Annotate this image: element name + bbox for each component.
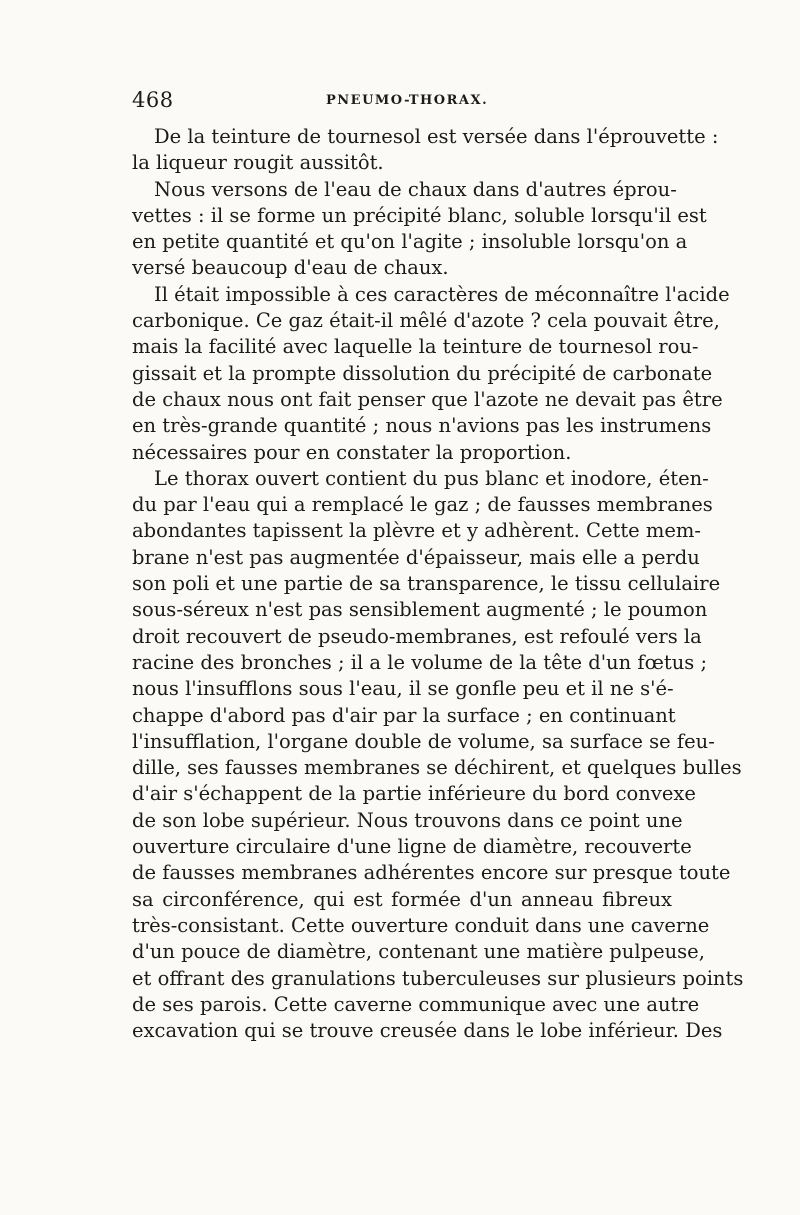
text-line: en très-grande quantité ; nous n'avions pas les instrumens [132, 414, 712, 438]
text-line: De la teinture de tournesol est versée dans l'éprouvette : [154, 125, 719, 148]
text-line: abondantes tapissent la plèvre et y adhèrent. Cette mem- [132, 519, 702, 543]
text-line: nécessaires pour en constater la proportion. [132, 440, 572, 464]
text-line: de son lobe supérieur. Nous trouvons dans ce point une [132, 808, 683, 832]
text-line: sous-séreux n'est pas sensiblement augmenté ; le poumon [132, 598, 708, 622]
text-line: carbonique. Ce gaz était-il mêlé d'azote ? cela pouvait être, [132, 309, 720, 333]
text-line: Le thorax ouvert contient du pus blanc et inodore, éten- [154, 466, 709, 490]
text-line: en petite quantité et qu'on l'agite ; insoluble lorsqu'on a [132, 230, 688, 254]
text-line: gissait et la prompte dissolution du précipité de carbonate [132, 361, 713, 385]
page-number: 468 [132, 88, 174, 112]
text-line: très-consistant. Cette ouverture conduit dans une caverne [132, 913, 710, 937]
text-line: dille, ses fausses membranes se déchirent, et quelques bulles [132, 756, 742, 780]
text-line: et offrant des granulations tuberculeuses sur plusieurs points [132, 966, 744, 990]
page-body [132, 124, 744, 1084]
page-header [132, 88, 672, 122]
text-line: Nous versons de l'eau de chaux dans d'autres éprou- [154, 177, 677, 201]
text-line: droit recouvert de pseudo-membranes, est refoulé vers la [132, 624, 702, 648]
text-line: ouverture circulaire d'une ligne de diamètre, recouverte [132, 835, 692, 859]
text-line: versé beaucoup d'eau de chaux. [132, 256, 449, 280]
text-line: l'insufflation, l'organe double de volume, sa surface se feu- [132, 729, 715, 753]
text-line: sa circonférence, qui est formée d'un anneau fibreux [132, 887, 672, 911]
text-line: de fausses membranes adhérentes encore sur presque toute [132, 861, 731, 885]
text-line: de ses parois. Cette caverne communique avec une autre [132, 992, 700, 1016]
text-line: de chaux nous ont fait penser que l'azote ne devait pas être [132, 387, 723, 411]
text-line: brane n'est pas augmentée d'épaisseur, mais elle a perdu [132, 545, 700, 569]
text-line: son poli et une partie de sa transparence, le tissu cellulaire [132, 572, 721, 596]
text-line: nous l'insufflons sous l'eau, il se gonfle peu et il ne s'é- [132, 677, 674, 701]
text-line: Il était impossible à ces caractères de méconnaître l'acide [154, 282, 730, 306]
text-line: mais la facilité avec laquelle la teinture de tournesol rou- [132, 335, 699, 359]
text-line: d'air s'échappent de la partie inférieure du bord convexe [132, 782, 696, 806]
text-line: excavation qui se trouve creusée dans le lobe inférieur. Des [132, 1019, 723, 1043]
text-line: racine des bronches ; il a le volume de la tête d'un fœtus ; [132, 650, 708, 674]
running-head: PNEUMO-THORAX. [326, 93, 489, 108]
text-line: chappe d'abord pas d'air par la surface ; en continuant [132, 703, 676, 727]
text-line: vettes : il se forme un précipité blanc, soluble lorsqu'il est [132, 203, 707, 227]
text-line: d'un pouce de diamètre, contenant une matière pulpeuse, [132, 940, 705, 964]
text-line: du par l'eau qui a remplacé le gaz ; de fausses membranes [132, 493, 713, 517]
text-line: la liqueur rougit aussitôt. [132, 151, 384, 175]
